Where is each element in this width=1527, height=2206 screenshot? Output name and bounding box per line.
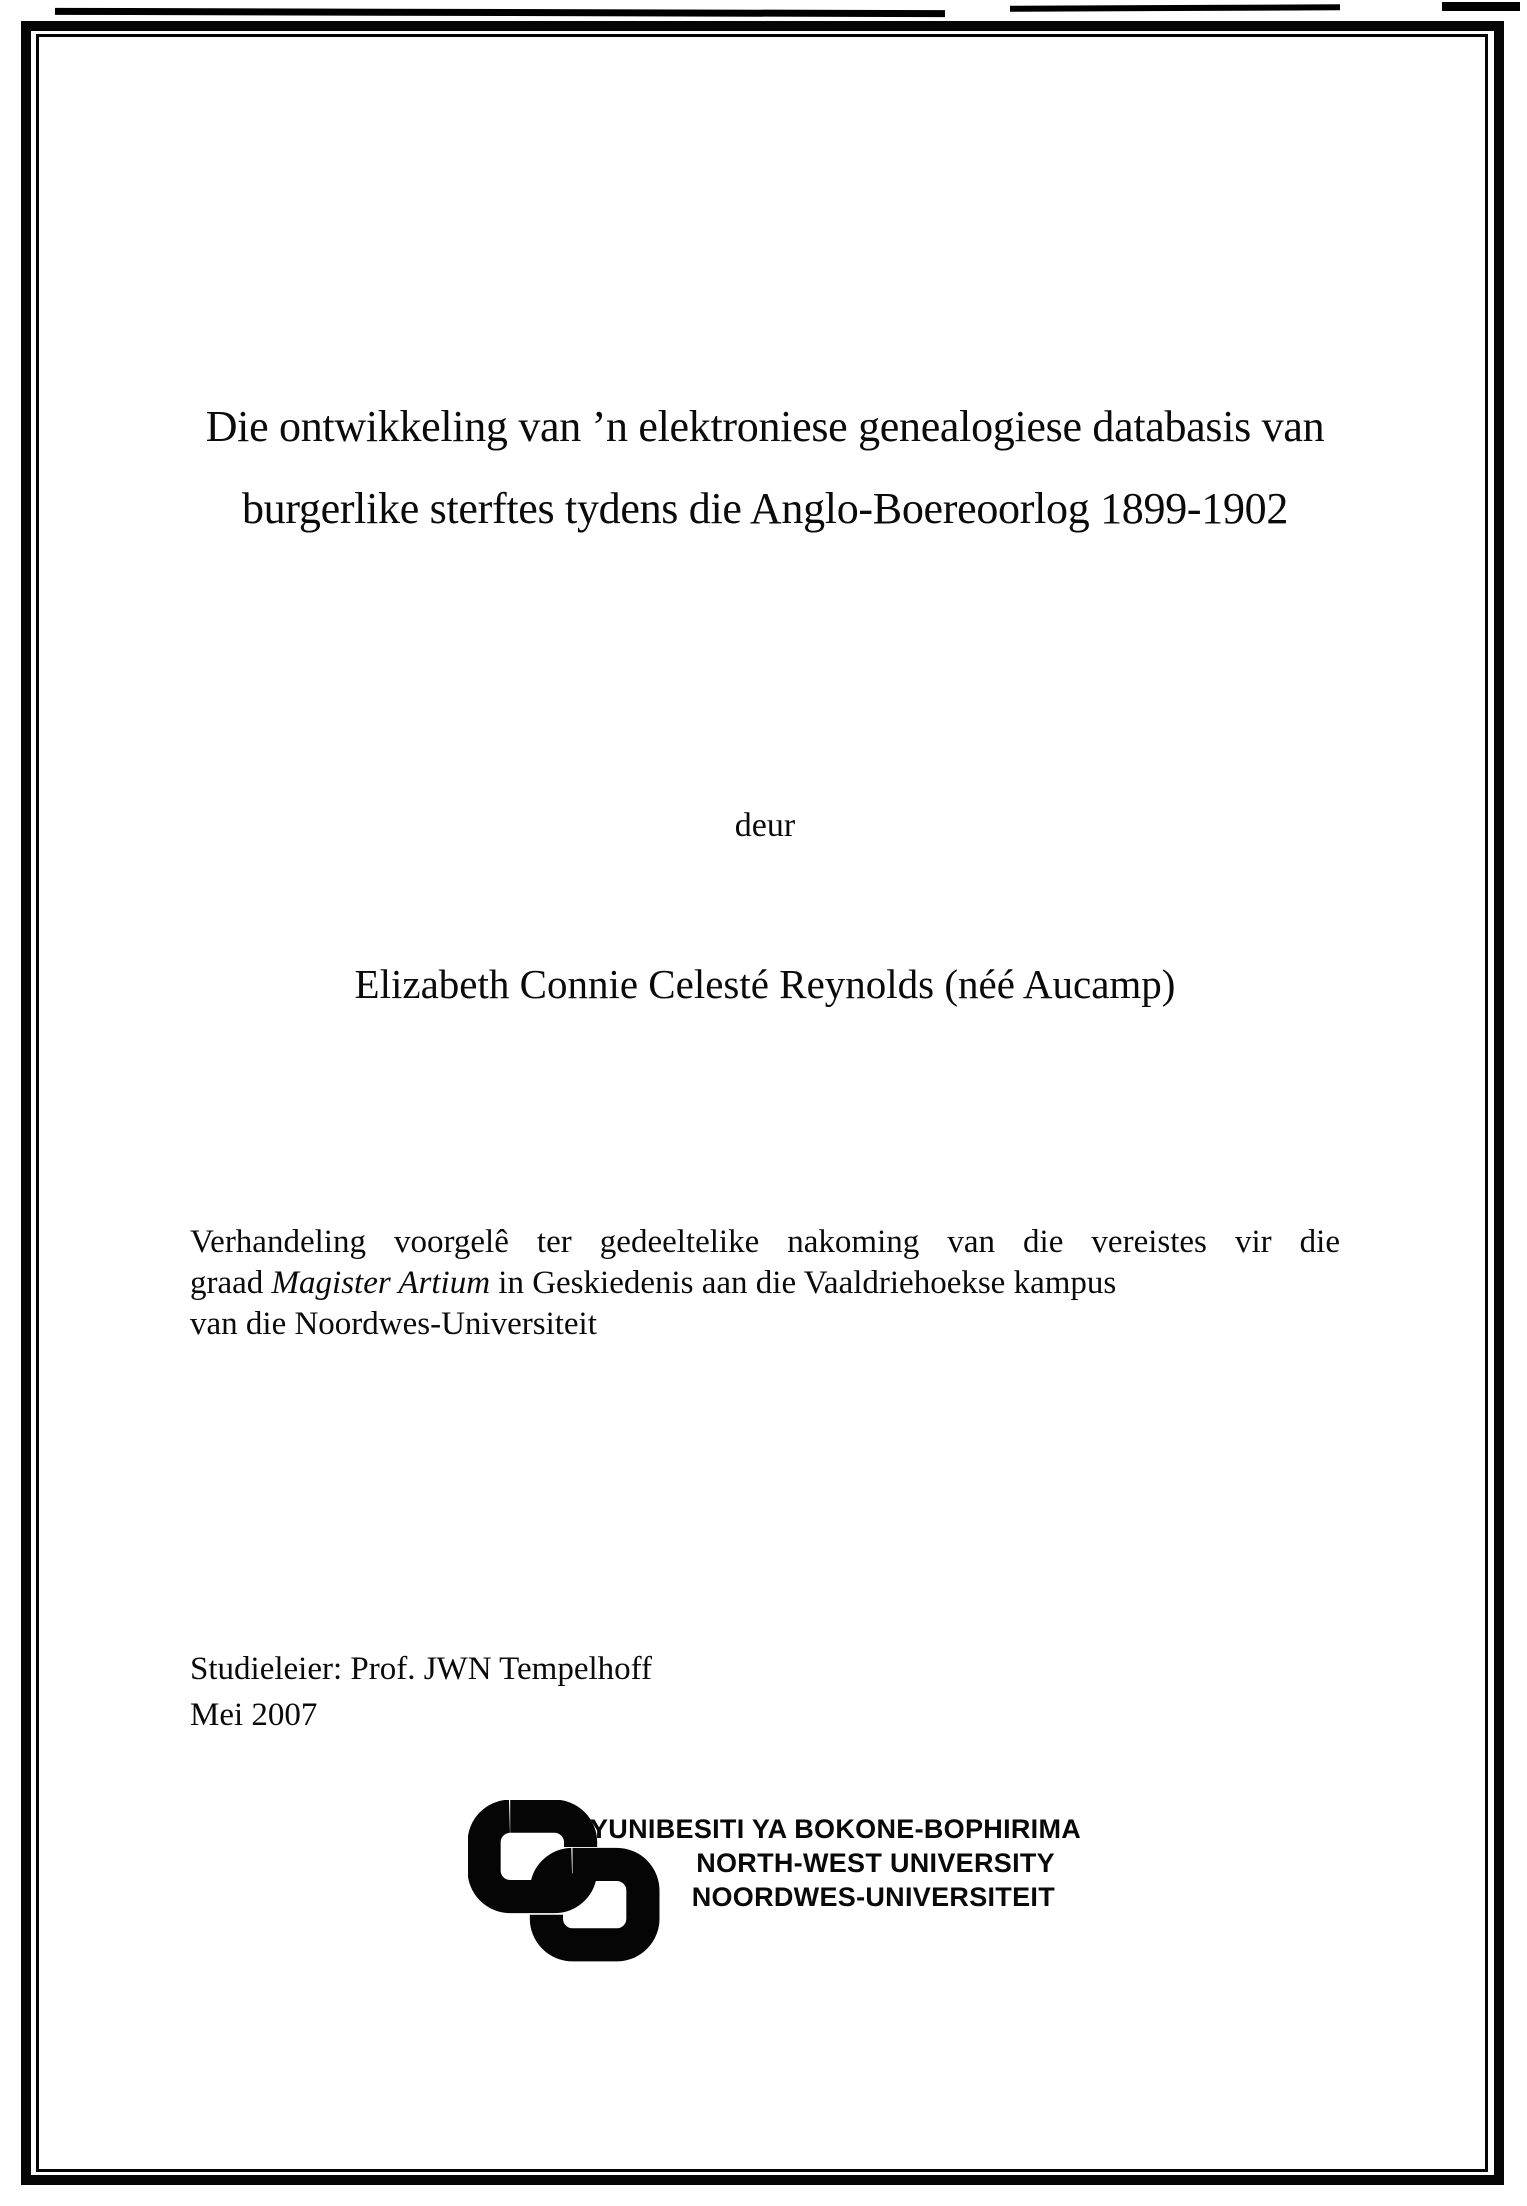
scan-artifact <box>1442 2 1520 11</box>
supervisor-block <box>190 1646 1340 1738</box>
statement-line1: Verhandeling voorgelê ter gedeeltelike nakoming van die vereistes vir die <box>190 1224 1340 1260</box>
logo-text-setswana: YUNIBESITI YA BOKONE-BOPHIRIMA <box>590 1814 1082 1844</box>
statement-line2 <box>190 1263 1340 1304</box>
statement-line3: van die Noordwes-Universiteit <box>190 1306 597 1342</box>
author-name: Elizabeth Connie Celesté Reynolds (néé Aucamp) <box>354 961 1176 1007</box>
byline-label: deur <box>734 807 796 844</box>
thesis-title-line1: Die ontwikkeling van ’n elektroniese genealogiese databasis van <box>205 402 1325 451</box>
scan-artifact <box>55 8 945 17</box>
submission-statement <box>190 1222 1340 1345</box>
logo-text-english: NORTH-WEST UNIVERSITY <box>696 1848 1055 1878</box>
statement-degree-name: Magister Artium <box>271 1265 491 1301</box>
university-logo-text <box>590 1812 1082 1914</box>
date-line: Mei 2007 <box>190 1697 318 1733</box>
supervisor-line: Studieleier: Prof. JWN Tempelhoff <box>190 1651 653 1687</box>
thesis-title-line2: burgerlike sterftes tydens die Anglo-Boereoorlog 1899-1902 <box>241 484 1289 533</box>
scan-artifact <box>1010 4 1340 11</box>
statement-line2-post: in Geskiedenis aan die Vaaldriehoekse kampus <box>490 1265 1117 1301</box>
statement-line2-pre: graad <box>190 1265 272 1301</box>
logo-text-afrikaans: NOORDWES-UNIVERSITEIT <box>691 1882 1055 1912</box>
